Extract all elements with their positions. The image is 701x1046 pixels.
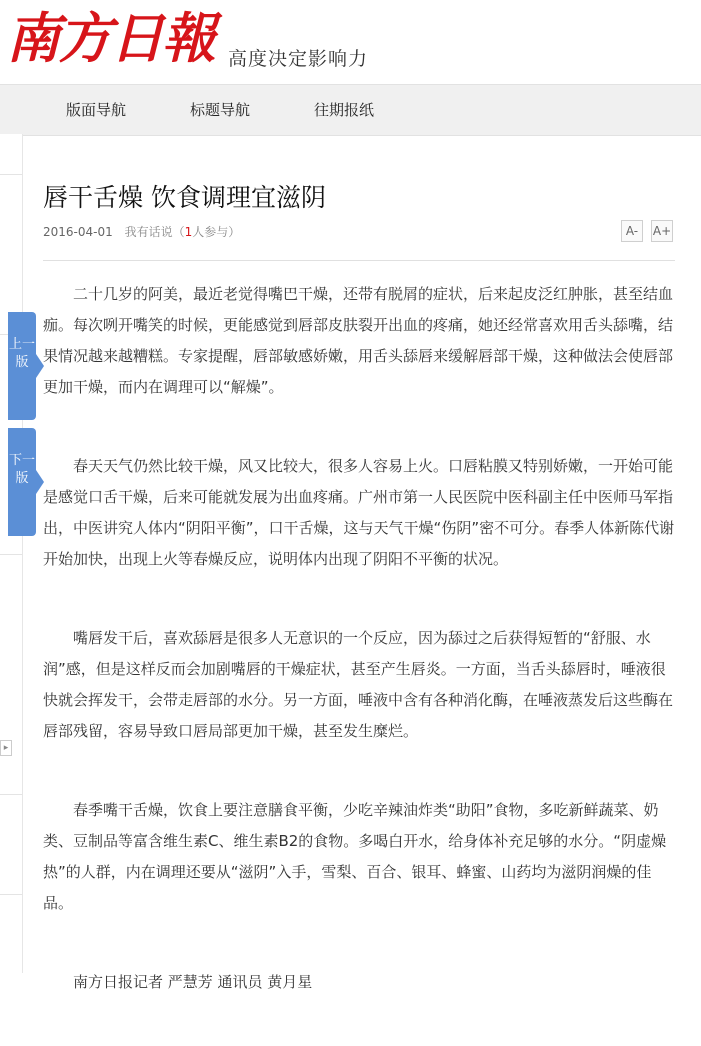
- prev-page-label: 上一版: [8, 337, 35, 370]
- next-page-label: 下一版: [8, 453, 35, 486]
- meta-divider: [43, 260, 675, 261]
- font-decrease-button[interactable]: A-: [621, 220, 643, 242]
- comment-prefix: 我有话说（: [124, 225, 185, 239]
- article-meta: [43, 223, 240, 240]
- site-logo[interactable]: 南方日報: [6, 6, 214, 70]
- font-increase-button[interactable]: A+: [651, 220, 673, 242]
- chevron-right-icon[interactable]: ▸: [0, 740, 12, 756]
- site-header: [0, 0, 701, 80]
- prev-page-tab[interactable]: [8, 312, 36, 420]
- rail-divider: [0, 554, 22, 555]
- article-body: [43, 279, 675, 1046]
- comment-suffix: 人参与）: [192, 225, 241, 239]
- article-paragraph: 春季嘴干舌燥，饮食上要注意膳食平衡，少吃辛辣油炸类“助阳”食物，多吃新鲜蔬菜、奶类、豆制品等富含维生素C、维生素B2的食物。多喝白开水，给身体补充足够的水分。“阴虚燥热”的人群，内在调理还要从“滋阴”入手，雪梨、百合、银耳、蜂蜜、山药均为滋阴润燥的佳品。: [43, 801, 667, 912]
- rail-divider: [0, 174, 22, 175]
- article-date: 2016-04-01: [43, 225, 113, 239]
- article-paragraph: 春天天气仍然比较干燥，风又比较大，很多人容易上火。口唇粘膜又特别娇嫩，一开始可能是感觉口舌干燥，后来可能就发展为出血疼痛。广州市第一人民医院中医科副主任中医师马军指出，中医讲究人体内“阴阳平衡”，口干舌燥，这与天气干燥“伤阴”密不可分。春季人体新陈代谢开始加快，出现上火等春燥反应，说明体内出现了阴阳不平衡的状况。: [43, 457, 675, 568]
- rail-divider: [0, 894, 22, 895]
- left-rail: [0, 134, 23, 973]
- article-paragraph: 二十几岁的阿美，最近老觉得嘴巴干燥，还带有脱屑的症状，后来起皮泛红肿胀，甚至结血痂。每次咧开嘴笑的时候，更能感觉到唇部皮肤裂开出血的疼痛，她还经常喜欢用舌头舔嘴，结果情况越来越糟糕。专家提醒，唇部敏感娇嫩，用舌头舔唇来缓解唇部干燥，这种做法会使唇部更加干燥，而内在调理可以“解燥”。: [43, 285, 674, 396]
- article-byline: 南方日报记者 严慧芳 通讯员 黄月星: [73, 973, 313, 991]
- nav-item-archive[interactable]: 往期报纸: [314, 101, 375, 119]
- next-page-tab[interactable]: [8, 428, 36, 536]
- comment-count: 1: [184, 225, 193, 239]
- nav-item-headlines[interactable]: 标题导航: [190, 101, 251, 119]
- article-title: 唇干舌燥 饮食调理宜滋阴: [43, 182, 326, 212]
- rail-divider: [0, 794, 22, 795]
- article-paragraph: 嘴唇发干后，喜欢舔唇是很多人无意识的一个反应，因为舔过之后获得短暂的“舒服、水润”感，但是这样反而会加剧嘴唇的干燥症状，甚至产生唇炎。一方面，当舌头舔唇时，唾液很快就会挥发干，会带走唇部的水分。另一方面，唾液中含有各种消化酶，在唾液蒸发后这些酶在唇部残留，容易导致口唇局部更加干燥，甚至发生糜烂。: [43, 629, 674, 740]
- comment-link[interactable]: [125, 225, 241, 239]
- site-slogan: 高度决定影响力: [228, 48, 369, 70]
- nav-item-layout[interactable]: 版面导航: [66, 101, 127, 119]
- main-nav: [0, 84, 701, 136]
